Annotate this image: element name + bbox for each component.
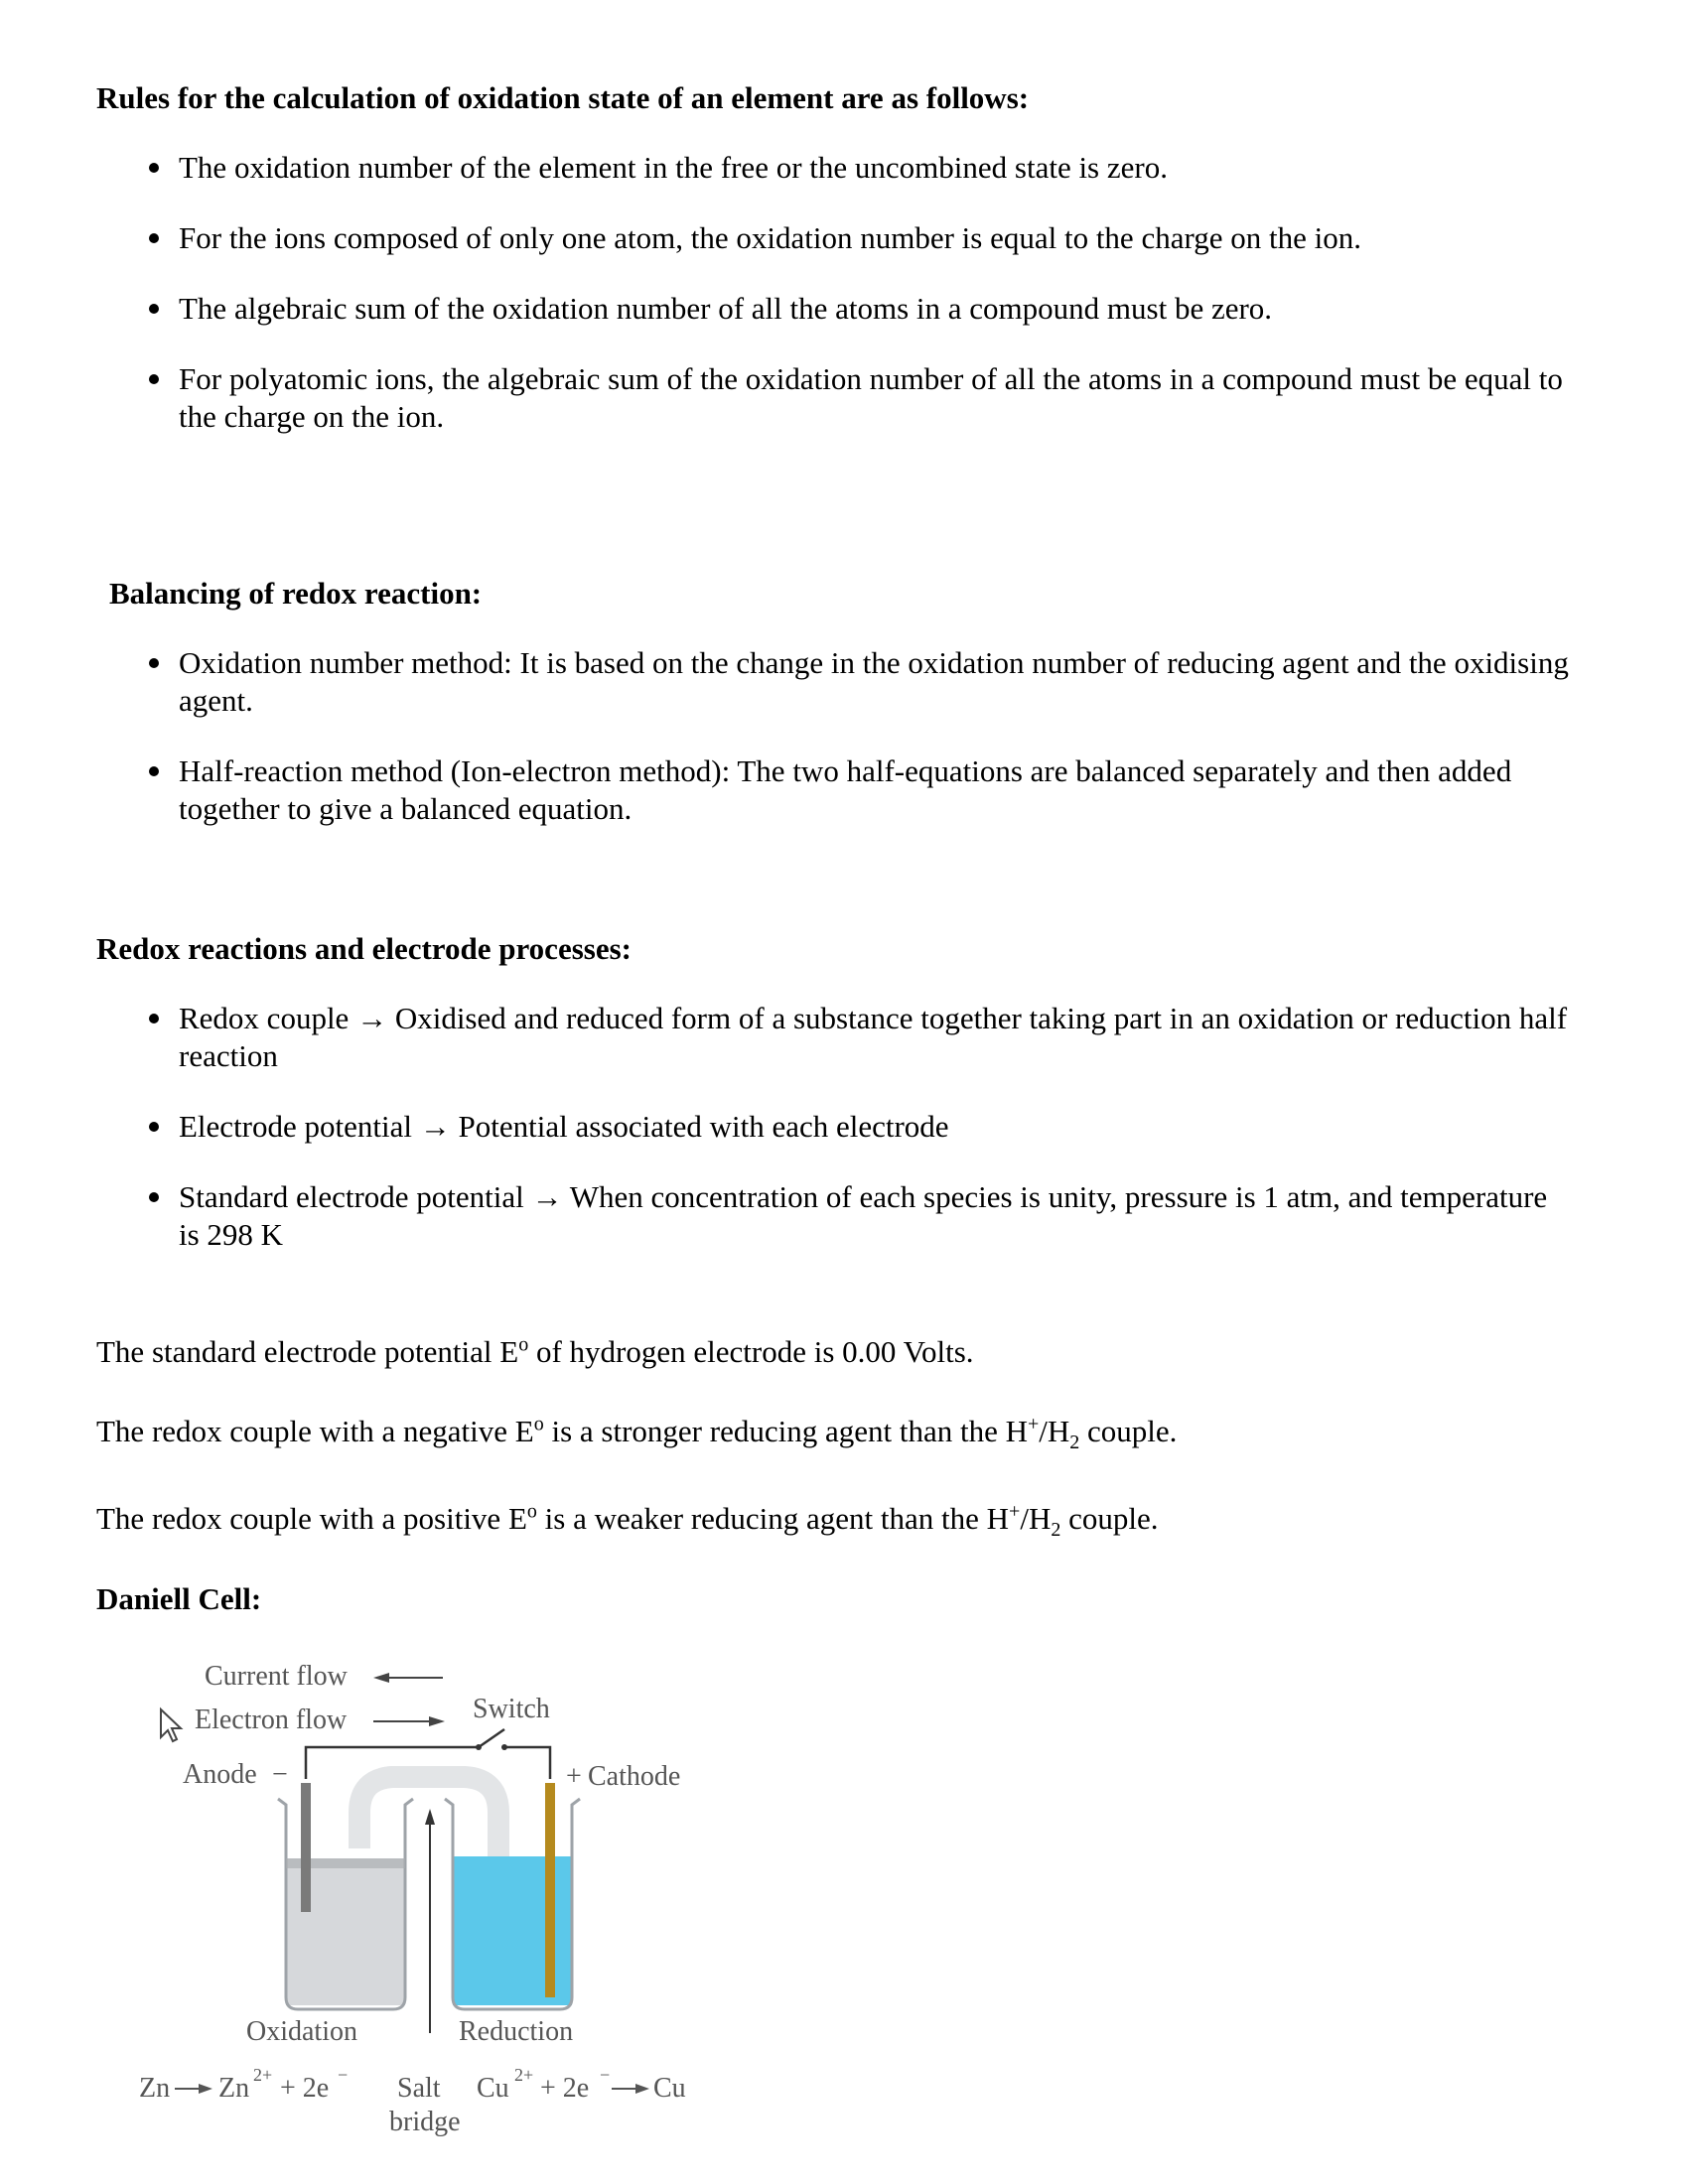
paragraph-negative-potential: The redox couple with a negative $E^o$ is a stronger reducing agent than the $H^+/H_2$ couple. <box>96 1413 1178 1454</box>
oxidation-label: Oxidation <box>246 2016 357 2047</box>
bullet-icon <box>149 766 159 776</box>
bullet-icon <box>149 163 159 173</box>
anode-minus-sign: − <box>272 1759 288 1790</box>
list-item: For polyatomic ions, the algebraic sum of the oxidation number of all the atoms in a compound must be equal to the charge on the ion. <box>179 360 1569 436</box>
cathode-plus-sign: + <box>566 1761 582 1792</box>
mouse-cursor-icon <box>161 1709 181 1741</box>
zinc-beaker <box>278 1783 413 2009</box>
cu-equation-arrow-icon <box>612 2084 649 2094</box>
bullet-icon <box>149 658 159 668</box>
bullet-icon <box>149 233 159 243</box>
salt-label: Salt <box>397 2073 441 2104</box>
daniell-cell-diagram <box>129 1638 745 2137</box>
cu-ion: Cu <box>477 2073 509 2104</box>
reduction-label: Reduction <box>459 2016 574 2047</box>
daniell-cell-svg <box>129 1638 745 2137</box>
list-item: Redox couple → Oxidised and reduced form of a substance together taking part in an oxidation or reduction half reaction <box>179 1000 1569 1075</box>
zn-equation-arrow-icon <box>175 2084 212 2094</box>
bullet-icon <box>149 1192 159 1202</box>
paragraph-positive-potential: The redox couple with a positive $E^o$ is a weaker reducing agent than the $H^+/H_2$ couple. <box>96 1500 1159 1542</box>
copper-electrode <box>545 1783 555 1997</box>
cu-product: Cu <box>653 2073 686 2104</box>
copper-beaker <box>445 1783 580 2009</box>
zn-electrons: + 2e <box>280 2073 330 2104</box>
salt-bridge-arrow-icon <box>425 1809 435 2033</box>
section-heading-electrode-processes: Redox reactions and electrode processes: <box>96 931 632 966</box>
oxidation-rules-list <box>179 149 1569 469</box>
list-item: Half-reaction method (Ion-electron method): The two half-equations are balanced separately and then added together to give a balanced equation. <box>179 752 1569 828</box>
bullet-icon <box>149 1122 159 1132</box>
cu-electrons: + 2e <box>540 2073 590 2104</box>
bullet-icon <box>149 374 159 384</box>
anode-label: Anode <box>183 1759 257 1790</box>
zn-ion-charge: 2+ <box>253 2065 273 2085</box>
zinc-electrode <box>301 1783 311 1912</box>
zn-ion: Zn <box>218 2073 250 2104</box>
list-item: Oxidation number method: It is based on the change in the oxidation number of reducing agent and the oxidising agent. <box>179 644 1569 720</box>
list-item: For the ions composed of only one atom, the oxidation number is equal to the charge on the ion. <box>179 219 1569 257</box>
cathode-label: Cathode <box>588 1761 681 1792</box>
electron-flow-arrow-icon <box>373 1716 445 1726</box>
list-item: The oxidation number of the element in the free or the uncombined state is zero. <box>179 149 1569 187</box>
section-heading-oxidation-rules: Rules for the calculation of oxidation state of an element are as follows: <box>96 80 1030 115</box>
cu-ion-charge: 2+ <box>514 2065 534 2085</box>
current-flow-label: Current flow <box>205 1661 348 1692</box>
list-item: The algebraic sum of the oxidation number of all the atoms in a compound must be zero. <box>179 290 1569 328</box>
electrode-processes-list <box>179 1000 1569 1287</box>
paragraph-hydrogen-electrode: The standard electrode potential $E^o$ of hydrogen electrode is 0.00 Volts. <box>96 1333 974 1369</box>
section-heading-balancing: Balancing of redox reaction: <box>109 576 483 611</box>
balancing-list <box>179 644 1569 861</box>
bridge-label: bridge <box>389 2107 461 2137</box>
zn-electron-charge: − <box>338 2065 349 2085</box>
switch-label: Switch <box>473 1694 550 1724</box>
zn-equation-left: Zn <box>139 2073 171 2104</box>
bullet-icon <box>149 1014 159 1024</box>
list-item: Electrode potential → Potential associated with each electrode <box>179 1108 1569 1146</box>
bullet-icon <box>149 304 159 314</box>
list-item: Standard electrode potential → When concentration of each species is unity, pressure is 1 atm, and temperature is 298 K <box>179 1178 1569 1254</box>
section-heading-daniell-cell: Daniell Cell: <box>96 1581 262 1616</box>
electron-flow-label: Electron flow <box>195 1705 348 1735</box>
cu-electron-charge: − <box>600 2065 611 2085</box>
current-flow-arrow-icon <box>373 1673 443 1683</box>
